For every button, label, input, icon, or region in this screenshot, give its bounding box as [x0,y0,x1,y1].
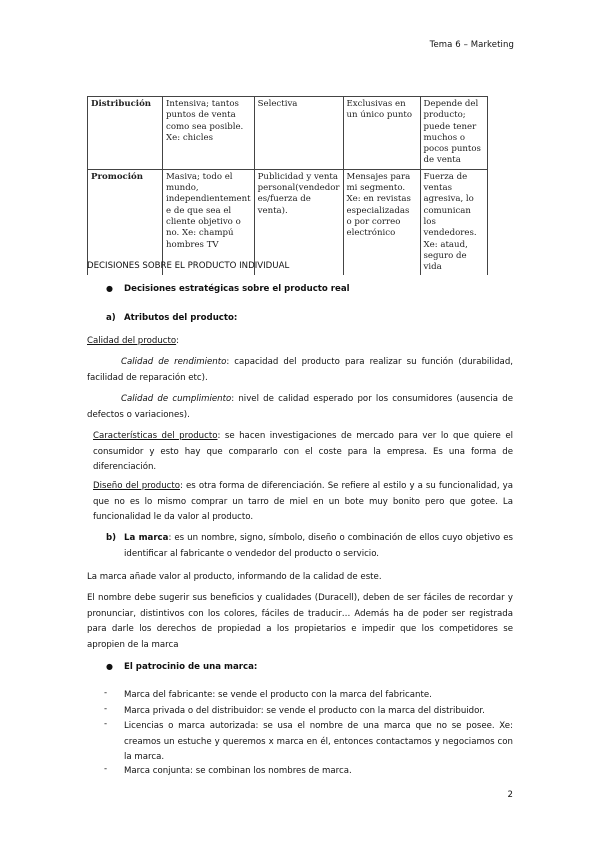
item-a-marker: a) [106,313,116,323]
text-caracteristicas: : se hacen investigaciones de mercado para ver lo que quiere el consumidor y esto hay que compararlo con el coste para la empresa. Es una forma de diferenciación. [93,431,513,472]
quality-heading [87,334,179,350]
term-caracteristicas: Características del producto [93,431,218,441]
dash-icon: - [104,719,108,729]
term-cumplimiento: Calidad de cumplimiento [121,394,232,404]
list-item: Marca conjunta: se combinan los nombres de marca. [124,766,352,776]
table-cell: Fuerza de ventas agresiva, lo comunican los vendedores. Xe: ataud, seguro de vida [420,169,487,275]
table-cell: Exclusivas en un único punto [343,97,420,170]
paragraph-rendimiento [87,355,513,386]
dash-icon: - [104,688,108,698]
table-cell: Masiva; todo el mundo, independientement e de que sea el cliente objetivo o no. Xe: champú hombres TV [163,169,255,275]
dash-icon: - [104,764,108,774]
dash-icon: - [104,704,108,714]
text-cumplimiento: : nivel de calidad esperado por los consumidores (ausencia de defectos o variaciones). [87,394,513,420]
bullet-patrocinio: El patrocinio de una marca: [124,662,258,672]
paragraph-marca-valor: La marca añade valor al producto, informando de la calidad de este. [87,572,382,582]
table-cell: Intensiva; tantos puntos de venta como sea posible. Xe: chicles [163,97,255,170]
quality-title: Calidad del producto [87,336,177,346]
paragraph-diseno [93,479,513,526]
bullet-icon: ● [106,662,113,671]
page-header: Tema 6 – Marketing [429,40,514,50]
table-cell: Mensajes para mi segmento. Xe: en revistas especializadas o por correo electrónico [343,169,420,275]
paragraph-caracteristicas [93,429,513,476]
text-marca: : es un nombre, signo, símbolo, diseño o combinación de ellos cuyo objetivo es identificar al fabricante o vendedor del producto o servicio. [124,533,513,559]
paragraph-marca [124,531,513,562]
term-marca: La marca [124,533,169,543]
list-item: Licencias o marca autorizada: se usa el nombre de una marca que no se posee. Xe: creamos un estuche y queremos x marca en él, entonces contactamos y negociamos con la marca. [124,721,513,762]
list-item: Marca privada o del distribuidor: se vende el producto con la marca del distribuidor. [124,706,485,716]
list-item: Marca del fabricante: se vende el producto con la marca del fabricante. [124,690,432,700]
paragraph-cumplimiento [87,392,513,423]
section-title: DECISIONES SOBRE EL PRODUCTO INDIVIDUAL [87,261,290,271]
table-cell: Depende del producto; puede tener muchos o pocos puntos de venta [420,97,487,170]
table-cell: Publicidad y venta personal(vendedor es/fuerza de venta). [254,169,343,275]
paragraph-nombre: El nombre debe sugerir sus beneficios y cualidades (Duracell), deben de ser fáciles de recordar y pronunciar, distintivos con los colores, fáciles de traducir… Además ha de poder ser registrada para darle los derechos de propiedad a los propietarios e impedir que los competidores se apropien de la marca [87,593,513,650]
row-head: Distribución [88,97,163,170]
term-diseno: Diseño del producto [93,481,181,491]
quality-colon: : [176,336,180,346]
item-a-heading: Atributos del producto: [124,313,238,323]
table-row [88,97,488,170]
row-head: Promoción [88,169,163,275]
text-rendimiento: : capacidad del producto para realizar su función (durabilidad, facilidad de reparación etc). [87,357,514,383]
bullet-icon: ● [106,284,113,293]
table-cell: Selectiva [254,97,343,170]
distribution-promotion-table [87,96,488,275]
page-number: 2 [507,790,513,800]
term-rendimiento: Calidad de rendimiento [121,357,227,367]
bullet-strategic-decisions: Decisiones estratégicas sobre el producto real [124,284,350,294]
text-diseno: : es otra forma de diferenciación. Se refiere al estilo y a su funcionalidad, ya que no es lo mismo comprar un tarro de miel en un bote muy bonito pero que gotee. La funcionalidad le da valor al producto. [93,481,514,522]
item-b-marker: b) [106,533,117,543]
